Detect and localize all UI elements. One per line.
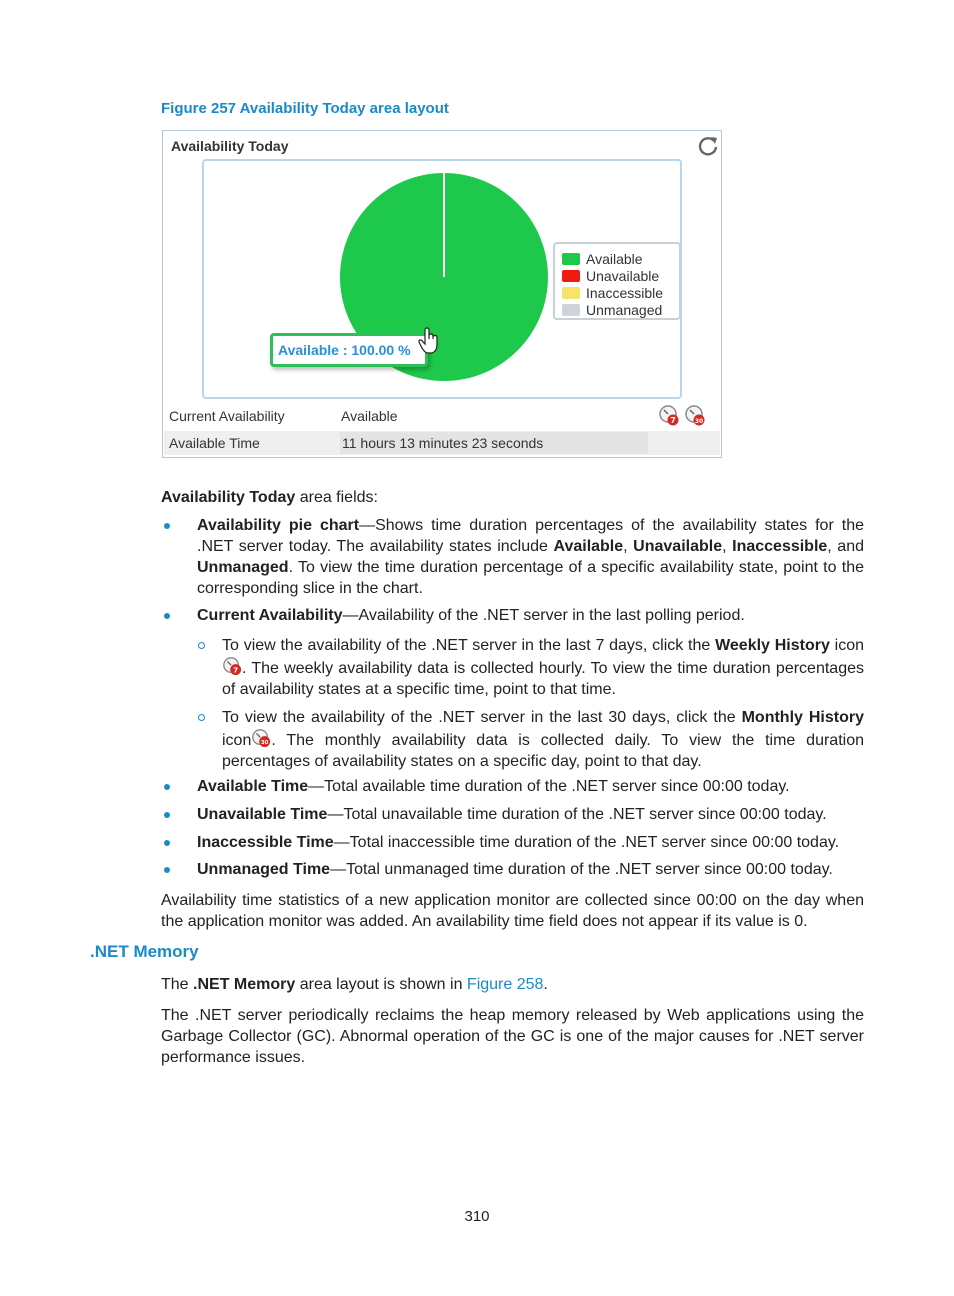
legend-swatch-unavailable (562, 270, 580, 282)
chart-legend (553, 242, 681, 320)
available-time-label: Available Time (169, 435, 260, 451)
legend-swatch-available (562, 253, 580, 265)
legend-item-available[interactable] (562, 250, 679, 267)
sub-desc: . The monthly availability data is collected daily. To view the time duration percentages of availability states on a specific day, point to that day. (222, 732, 864, 770)
separator: , (722, 538, 733, 555)
page-number: 310 (464, 1208, 490, 1225)
intro-rest: area fields: (295, 489, 378, 506)
monthly-history-icon[interactable] (684, 404, 706, 426)
svg-text:7: 7 (670, 416, 676, 425)
svg-text:7: 7 (233, 665, 239, 675)
bullet-dot (164, 523, 170, 529)
para-text: . (543, 976, 548, 993)
legend-label: Unavailable (586, 267, 660, 284)
sub-bullet-weekly (222, 635, 864, 700)
bullet-dot (164, 784, 170, 790)
bullet-term: Availability pie chart (197, 517, 360, 534)
state-unavailable: Unavailable (633, 538, 723, 555)
section-heading: .NET Memory (90, 942, 199, 961)
legend-swatch-unmanaged (562, 304, 580, 316)
legend-item-unmanaged[interactable] (562, 301, 679, 318)
panel-title: Availability Today (171, 138, 289, 154)
legend-label: Inaccessible (586, 284, 664, 301)
bullet-desc: . To view the time duration percentage of a specific availability state, point to the corresponding slice in the chart. (197, 559, 864, 597)
sub-bullet-marker (198, 642, 205, 649)
bullet-dot (164, 867, 170, 873)
bullet-term: Inaccessible Time (197, 834, 334, 851)
weekly-history-icon[interactable] (658, 404, 680, 426)
para-text: The (161, 976, 194, 993)
gc-paragraph: The .NET server periodically reclaims the heap memory released by Web applications using the Garbage Collector (GC). Abnormal operation of the GC is one of the major causes for .NET server performance issues. (161, 1007, 864, 1066)
bullet-desc: —Availability of the .NET server in the last polling period. (342, 607, 745, 624)
bullet-term: Unavailable Time (197, 806, 328, 823)
bullet-available-time (197, 776, 864, 797)
bullet-inaccessible-time (197, 832, 864, 853)
legend-item-inaccessible[interactable] (562, 284, 679, 301)
note-paragraph: Availability time statistics of a new application monitor are collected since 00:00 on the day when the application monitor was added. An availability time field does not appear if its value is 0. (161, 892, 864, 930)
sub-desc: icon (222, 732, 252, 749)
para-text: area layout is shown in (295, 976, 467, 993)
bullet-dot (164, 840, 170, 846)
state-inaccessible: Inaccessible (732, 538, 828, 555)
separator: , and (827, 538, 865, 555)
svg-text:30: 30 (694, 418, 704, 425)
legend-label: Available (586, 250, 643, 267)
chart-area (202, 159, 682, 399)
figure-caption: Figure 257 Availability Today area layout (161, 100, 449, 117)
chart-tooltip: Available : 100.00 % (270, 333, 428, 367)
para-bold: .NET Memory (193, 976, 296, 993)
state-available: Available (553, 538, 624, 555)
current-availability-value: Available (341, 408, 398, 424)
legend-item-unavailable[interactable] (562, 267, 679, 284)
bullet-term: Unmanaged Time (197, 861, 331, 878)
history-icons (658, 404, 706, 429)
hand-cursor-icon (418, 327, 440, 355)
intro-bold: Availability Today (161, 489, 296, 506)
bullet-desc: —Total unmanaged time duration of the .NET server since 00:00 today. (330, 861, 833, 878)
bullet-desc: —Total inaccessible time duration of the .NET server since 00:00 today. (333, 834, 840, 851)
refresh-icon[interactable] (697, 135, 719, 157)
bullet-desc: —Shows time duration percentages of the availability states for the .NET server today. The availability states include (197, 517, 864, 555)
intro-paragraph (161, 487, 864, 508)
sub-desc: . The weekly availability data is collected hourly. To view the time duration percentages of availability states at a specific time, point to that time. (222, 660, 864, 698)
bullet-pie-chart (197, 515, 864, 599)
bullet-current-availability (197, 605, 864, 626)
monthly-history-icon (251, 728, 271, 748)
monthly-history-term: Monthly History (741, 709, 865, 726)
sub-desc: To view the availability of the .NET server in the last 30 days, click the (222, 709, 742, 726)
state-unmanaged: Unmanaged (197, 559, 289, 576)
bullet-term: Current Availability (197, 607, 343, 624)
bullet-desc: —Total available time duration of the .NET server since 00:00 today. (308, 778, 790, 795)
sub-bullet-marker (198, 714, 205, 721)
bullet-desc: —Total unavailable time duration of the .NET server since 00:00 today. (327, 806, 827, 823)
available-time-row (164, 431, 720, 455)
legend-label: Unmanaged (586, 301, 663, 318)
availability-today-panel (162, 130, 722, 458)
bullet-dot (164, 812, 170, 818)
sub-desc: To view the availability of the .NET server in the last 7 days, click the (222, 637, 716, 654)
sub-bullet-monthly (222, 707, 864, 772)
available-time-value: 11 hours 13 minutes 23 seconds (340, 432, 648, 454)
bullet-dot (164, 613, 170, 619)
separator: , (623, 538, 634, 555)
bullet-unmanaged-time (197, 859, 864, 880)
svg-text:30: 30 (261, 739, 269, 746)
legend-swatch-inaccessible (562, 287, 580, 299)
sub-desc: icon (829, 637, 865, 654)
bullet-term: Available Time (197, 778, 309, 795)
current-availability-row (164, 404, 720, 428)
weekly-history-term: Weekly History (715, 637, 830, 654)
bullet-unavailable-time (197, 804, 864, 825)
figure-258-link[interactable]: Figure 258 (466, 976, 544, 993)
memory-intro-paragraph (161, 974, 864, 995)
weekly-history-icon (222, 656, 242, 676)
current-availability-label: Current Availability (169, 408, 285, 424)
